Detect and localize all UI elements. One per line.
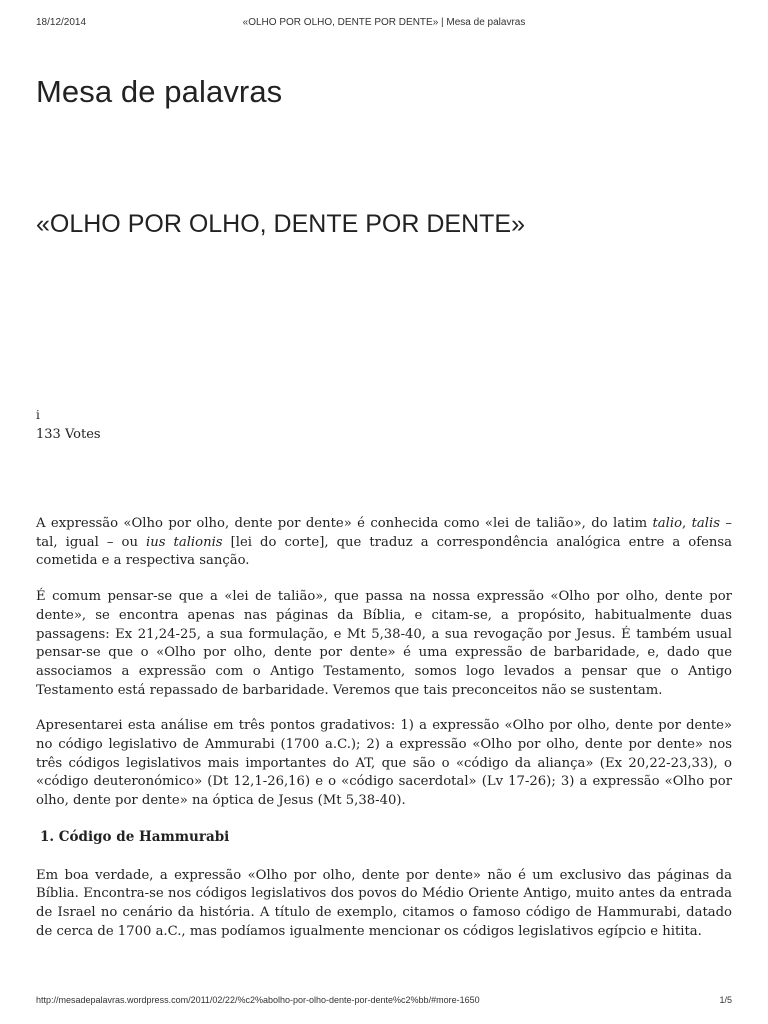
- paragraph-common-belief: É comum pensar-se que a «lei de talião», que passa na nossa expressão «Olho por olho, dente por dente», se encontra apenas nas páginas da Bíblia, e citam-se, a propósito, habitualmente duas passagens: Ex 21,24-25, a sua formulação, e Mt 5,38-40, a sua revogação por Jesus. É também usual pensar-se que o «Olho por olho, dente por dente» é uma expressão de barbaridade, e, dado que associamos a expressão com o Antigo Testamento, somos logo levados a pensar que o Antigo Testamento está repassado de barbaridade. Veremos que tais preconceitos não se sustentam.: [36, 589, 732, 698]
- info-icon[interactable]: i: [36, 408, 40, 422]
- latin-term-ius-talionis: ius talionis: [146, 534, 223, 550]
- latin-term-talio: talio: [652, 516, 683, 531]
- text-run: – tal, igual – ou: [36, 516, 732, 550]
- paragraph-hammurabi: Em boa verdade, a expressão «Olho por olho, dente por dente» não é um exclusivo das páginas da Bíblia. Encontra-se nos códigos legislativos dos povos do Médio Oriente Antigo, muito antes da entrada de Israel no cenário da história. A título de exemplo, citamos o famoso código de Hammurabi, datado de cerca de 1700 a.C., mas podíamos igualmente mencionar os códigos legislativos egípcio e hitita.: [36, 867, 732, 939]
- print-header: [36, 17, 732, 31]
- paragraph-intro: [36, 515, 732, 571]
- post-title: «OLHO POR OLHO, DENTE POR DENTE»: [36, 210, 525, 238]
- text-run: ,: [682, 516, 692, 531]
- section-heading-hammurabi: 1. Código de Hammurabi: [40, 828, 230, 845]
- page-url: http://mesadepalavras.wordpress.com/2011/02/22/%c2%abolho-por-olho-dente-por-dente%c2%bb/#more-1650: [36, 995, 480, 1005]
- print-footer: [36, 995, 732, 1009]
- latin-term-talis: talis: [691, 516, 720, 531]
- print-date: 18/12/2014: [36, 17, 87, 28]
- page-number: 1/5: [719, 995, 732, 1005]
- votes-count: 133 Votes: [36, 427, 101, 442]
- post-content: [36, 515, 732, 958]
- print-page-title: «OLHO POR OLHO, DENTE POR DENTE» | Mesa de palavras: [242, 17, 526, 28]
- site-title[interactable]: Mesa de palavras: [36, 74, 283, 109]
- text-run: A expressão «Olho por olho, dente por dente» é conhecida como «lei de talião», do latim: [36, 516, 653, 531]
- rating-widget: [36, 406, 101, 444]
- paragraph-outline: Apresentarei esta análise em três pontos gradativos: 1) a expressão «Olho por olho, dente por dente» no código legislativo de Ammurabi (1700 a.C.); 2) a expressão «Olho por olho, dente por dente» nos três códigos legislativos mais importantes do AT, que são o «código da aliança» (Ex 20,22-23,33), o «código deuteronómico» (Dt 12,1-26,16) e o «código sacerdotal» (Lv 17-26); 3) a expressão «Olho por olho, dente por dente» na óptica de Jesus (Mt 5,38-40).: [36, 718, 732, 809]
- text-run: [lei do corte], que traduz a correspondência analógica entre a ofensa cometida e a respectiva sanção.: [36, 534, 732, 569]
